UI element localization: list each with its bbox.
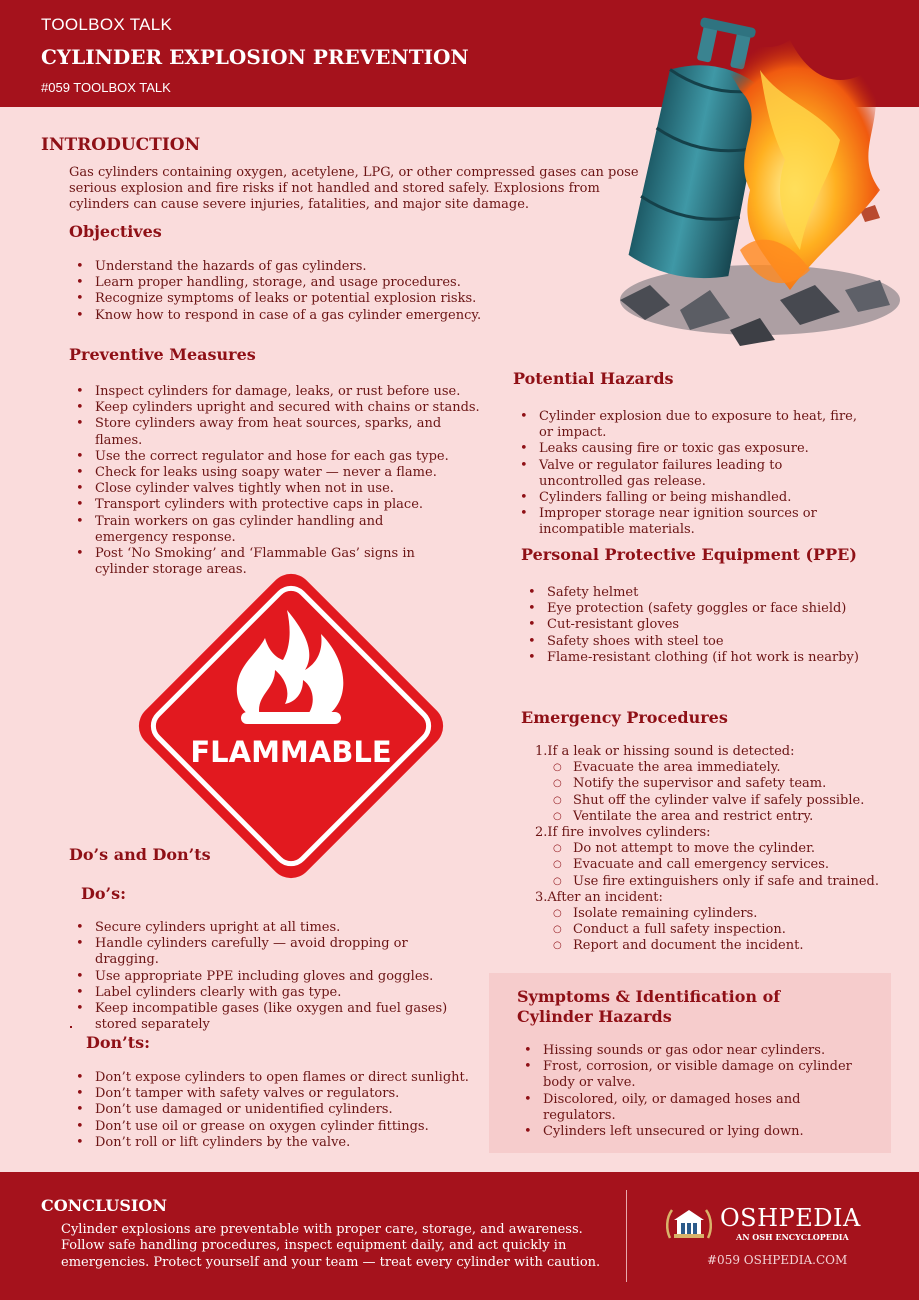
list-item: • Safety shoes with steel toe	[521, 634, 891, 650]
emergency-heading: Emergency Procedures	[521, 708, 728, 727]
list-item: ○ Notify the supervisor and safety team.	[535, 776, 892, 792]
list-item: ○ Use fire extinguishers only if safe and trained.	[535, 874, 892, 890]
list-item: • Check for leaks using soapy water — never a flame.	[69, 465, 489, 481]
step-label: If fire involves cylinders:	[547, 825, 711, 841]
list-item: ○ Conduct a full safety inspection.	[535, 922, 892, 938]
list-item: • Don’t roll or lift cylinders by the valve.	[69, 1135, 469, 1151]
header-kicker: TOOLBOX TALK	[41, 15, 173, 34]
brand-name: OSHPEDIA	[720, 1204, 861, 1232]
stray-dot	[70, 1026, 72, 1028]
list-item: • Cylinder explosion due to exposure to heat, fire, or impact.	[513, 409, 868, 441]
emergency-step	[522, 890, 892, 955]
list-item: • Use appropriate PPE including gloves and goggles.	[69, 969, 469, 985]
list-item: • Don’t use damaged or unidentified cylinders.	[69, 1102, 469, 1118]
conclusion-heading: CONCLUSION	[41, 1196, 167, 1215]
list-item: • Learn proper handling, storage, and usage procedures.	[69, 275, 549, 291]
list-item: • Improper storage near ignition sources or incompatible materials.	[513, 506, 868, 538]
preventive-list	[69, 384, 489, 578]
list-item: • Valve or regulator failures leading to uncontrolled gas release.	[513, 458, 868, 490]
list-item: • Recognize symptoms of leaks or potential explosion risks.	[69, 291, 549, 307]
objectives-list	[69, 259, 549, 324]
list-item: • Use the correct regulator and hose for each gas type.	[69, 449, 489, 465]
list-item: • Eye protection (safety goggles or face shield)	[521, 601, 891, 617]
dos-heading: Do’s:	[81, 884, 127, 903]
ppe-list	[521, 585, 891, 666]
step-number: 2.	[535, 825, 548, 841]
ppe-heading: Personal Protective Equipment (PPE)	[521, 545, 857, 564]
symptoms-heading: Symptoms & Identification of Cylinder Hazards	[517, 987, 781, 1026]
list-item: ○ Ventilate the area and restrict entry.	[535, 809, 892, 825]
list-item: • Hissing sounds or gas odor near cylinders.	[517, 1043, 877, 1059]
conclusion-footer	[0, 1172, 919, 1300]
donts-list	[69, 1070, 469, 1151]
list-item: • Secure cylinders upright at all times.	[69, 920, 469, 936]
list-item: • Keep incompatible gases (like oxygen and fuel gases) stored separately	[69, 1001, 450, 1033]
list-item: • Frost, corrosion, or visible damage on cylinder body or valve.	[517, 1059, 853, 1091]
preventive-heading: Preventive Measures	[69, 345, 256, 364]
list-item: • Store cylinders away from heat sources, sparks, and flames.	[69, 416, 489, 448]
list-item: ○ Do not attempt to move the cylinder.	[535, 841, 892, 857]
list-item: • Know how to respond in case of a gas cylinder emergency.	[69, 308, 549, 324]
footer-divider	[626, 1190, 627, 1282]
list-item: • Leaks causing fire or toxic gas exposure.	[513, 441, 868, 457]
list-item: • Don’t use oil or grease on oxygen cylinder fittings.	[69, 1119, 469, 1135]
emergency-steps	[522, 744, 892, 955]
list-item: • Safety helmet	[521, 585, 891, 601]
list-item: • Don’t expose cylinders to open flames or direct sunlight.	[69, 1070, 469, 1086]
list-item: • Keep cylinders upright and secured with chains or stands.	[69, 400, 489, 416]
list-item: • Train workers on gas cylinder handling and emergency response.	[69, 514, 455, 546]
emergency-step	[522, 744, 892, 825]
hazards-list	[513, 409, 868, 539]
step-label: If a leak or hissing sound is detected:	[547, 744, 795, 759]
introduction-text: Gas cylinders containing oxygen, acetylene, LPG, or other compressed gases can pose serious explosion and fire risks if not handled and stored safely. Explosions from cylinders can cause severe injuries, fatalities, and major site damage.	[69, 165, 639, 212]
list-item: • Understand the hazards of gas cylinders.	[69, 259, 549, 275]
list-item: ○ Evacuate and call emergency services.	[535, 857, 892, 873]
list-item: ○ Shut off the cylinder valve if safely possible.	[535, 793, 892, 809]
dosdonts-heading: Do’s and Don’ts	[69, 845, 211, 864]
list-item: • Flame-resistant clothing (if hot work is nearby)	[521, 650, 891, 666]
list-item: • Close cylinder valves tightly when not in use.	[69, 481, 489, 497]
brand-tagline: AN OSH ENCYCLOPEDIA	[736, 1232, 849, 1242]
dos-list	[69, 920, 469, 1033]
introduction-heading: INTRODUCTION	[41, 135, 201, 155]
list-item: ○ Isolate remaining cylinders.	[535, 906, 892, 922]
objectives-heading: Objectives	[69, 222, 162, 241]
oshpedia-logo-icon	[664, 1204, 714, 1244]
list-item: • Discolored, oily, or damaged hoses and regulators.	[517, 1092, 877, 1124]
page-title: CYLINDER EXPLOSION PREVENTION	[41, 45, 469, 69]
emergency-step	[522, 825, 892, 890]
sign-label: FLAMMABLE	[190, 735, 392, 769]
brand-url: #059 OSHPEDIA.COM	[707, 1253, 848, 1267]
step-number: 1.	[535, 744, 548, 759]
list-item: • Transport cylinders with protective caps in place.	[69, 497, 489, 513]
list-item: • Handle cylinders carefully — avoid dropping or dragging.	[69, 936, 469, 968]
conclusion-text: Cylinder explosions are preventable with proper care, storage, and awareness. Follow safe handling procedures, inspect equipment daily, and act quickly in emergencies. Protect yourself and your team — treat every cylinder with caution.	[61, 1222, 601, 1270]
list-item: • Inspect cylinders for damage, leaks, or rust before use.	[69, 384, 489, 400]
list-item: ○ Evacuate the area immediately.	[535, 760, 892, 776]
hazards-heading: Potential Hazards	[513, 369, 674, 388]
list-item: • Don’t tamper with safety valves or regulators.	[69, 1086, 469, 1102]
donts-heading: Don’ts:	[86, 1033, 151, 1052]
header-subtitle: #059 TOOLBOX TALK	[41, 80, 171, 95]
step-number: 3.	[535, 889, 548, 905]
list-item: • Cylinders left unsecured or lying down.	[517, 1124, 877, 1140]
step-label: After an incident:	[547, 889, 663, 905]
list-item: • Cut-resistant gloves	[521, 617, 891, 633]
list-item: • Cylinders falling or being mishandled.	[513, 490, 868, 506]
list-item: ○ Report and document the incident.	[535, 938, 892, 954]
flammable-warning-sign	[127, 562, 455, 890]
list-item: • Label cylinders clearly with gas type.	[69, 985, 469, 1001]
list-item: • Post ‘No Smoking’ and ‘Flammable Gas’ signs in cylinder storage areas.	[69, 546, 465, 578]
symptoms-list	[517, 1043, 877, 1140]
